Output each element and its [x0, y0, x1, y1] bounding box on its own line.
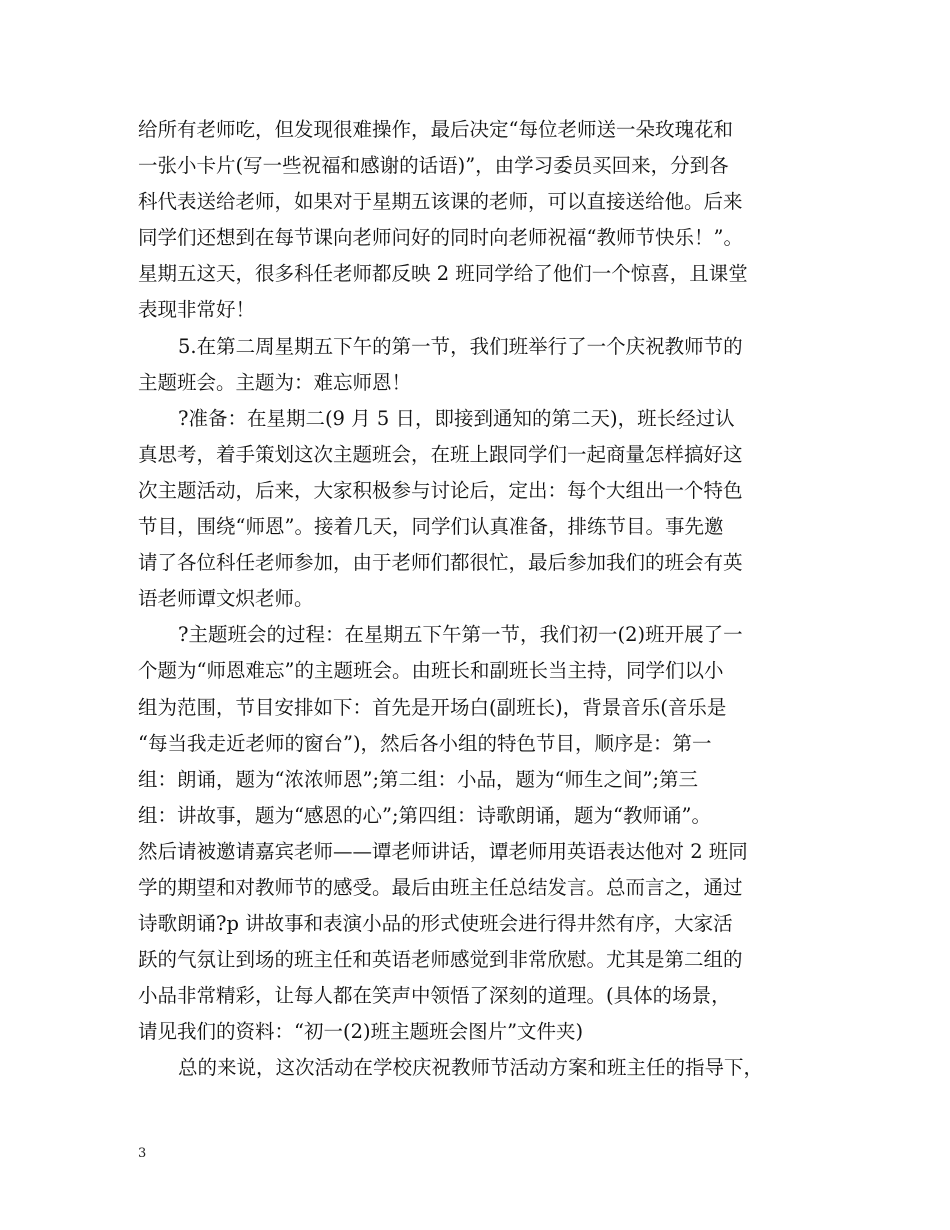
text-line: 组：讲故事，题为“感恩的心”;第四组：诗歌朗诵，题为“教师诵”。: [138, 803, 711, 827]
text-line: 请见我们的资料：“初一(2)班主题班会图片”文件夹): [138, 1020, 584, 1044]
text-line: 请了各位科任老师参加，由于老师们都很忙，最后参加我们的班会有英: [138, 551, 743, 575]
text-line: 小品非常精彩，让每人都在笑声中领悟了深刻的道理。(具体的场景，: [138, 984, 731, 1008]
body-text: [138, 112, 828, 1087]
text-line: ?准备：在星期二(9 月 5 日，即接到通知的第二天)，班长经过认: [178, 406, 735, 430]
text-line: 一张小卡片(写一些祝福和感谢的话语)”，由学习委员买回来，分到各: [138, 154, 729, 178]
text-line: 然后请被邀请嘉宾老师——谭老师讲话，谭老师用英语表达他对 2 班同: [138, 839, 748, 863]
text-line: 个题为“师恩难忘”的主题班会。由班长和副班长当主持，同学们以小: [138, 659, 724, 683]
text-line: 节目，围绕“师恩”。接着几天，同学们认真准备，排练节目。事先邀: [138, 515, 724, 539]
page-number: 3: [138, 1146, 147, 1161]
text-line: 组：朗诵，题为“浓浓师恩”;第二组：小品，题为“师生之间”;第三: [138, 767, 699, 791]
text-line: 科代表送给老师，如果对于星期五该课的老师，可以直接送给他。后来: [138, 190, 743, 214]
text-line: 星期五这天，很多科任老师都反映 2 班同学给了他们一个惊喜，且课堂: [138, 262, 748, 286]
text-line: ?主题班会的过程：在星期五下午第一节，我们初一(2)班开展了一: [178, 623, 743, 647]
text-line: 诗歌朗诵?p 讲故事和表演小品的形式使班会进行得井然有序，大家活: [138, 912, 733, 936]
text-line: 表现非常好！: [138, 298, 256, 322]
text-line: 主题班会。主题为：难忘师恩！: [138, 370, 412, 394]
text-line: 次主题活动，后来，大家积极参与讨论后，定出：每个大组出一个特色: [138, 478, 743, 502]
text-line: 真思考，着手策划这次主题班会，在班上跟同学们一起商量怎样搞好这: [138, 442, 743, 466]
text-line: 总的来说，这次活动在学校庆祝教师节活动方案和班主任的指导下，: [178, 1056, 764, 1080]
text-line: “每当我走近老师的窗台”)，然后各小组的特色节目，顺序是：第一: [138, 731, 712, 755]
text-line: 学的期望和对教师节的感受。最后由班主任总结发言。总而言之，通过: [138, 875, 743, 899]
text-line: 给所有老师吃，但发现很难操作，最后决定“每位老师送一朵玫瑰花和: [138, 118, 733, 141]
text-line: 语老师谭文炽老师。: [138, 587, 314, 611]
text-line: 组为范围，节目安排如下：首先是开场白(副班长)，背景音乐(音乐是: [138, 695, 727, 719]
text-line: 5.在第二周星期五下午的第一节，我们班举行了一个庆祝教师节的: [178, 334, 743, 358]
text-line: 同学们还想到在每节课向老师问好的同时向老师祝福“教师节快乐！”。: [138, 226, 743, 250]
text-line: 跃的气氛让到场的班主任和英语老师感觉到非常欣慰。尤其是第二组的: [138, 948, 743, 972]
